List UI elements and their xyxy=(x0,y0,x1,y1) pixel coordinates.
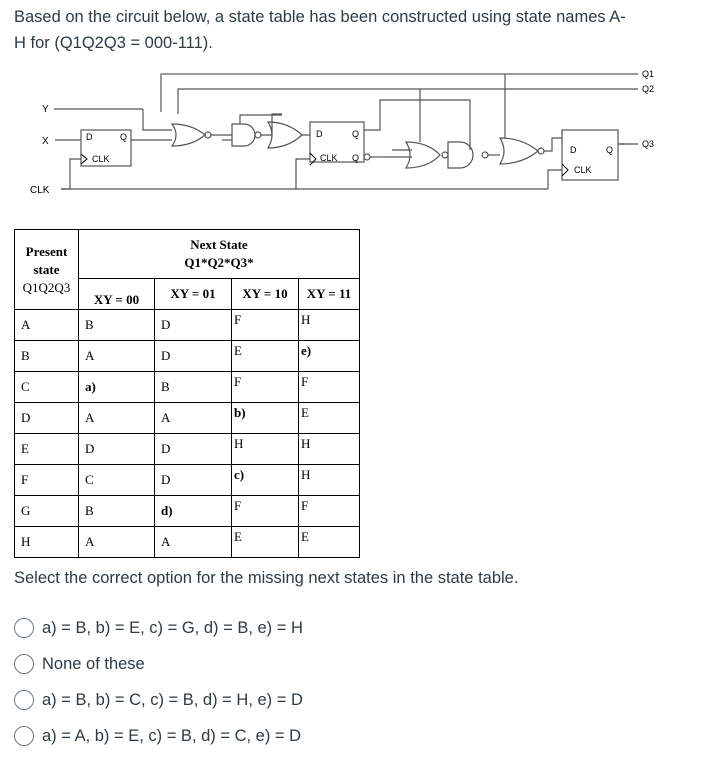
output-q1-label: Q1 xyxy=(642,69,655,79)
table-cell: A xyxy=(15,310,79,341)
col-header-xy10: XY = 10 xyxy=(232,279,299,310)
col-header-xy00: XY = 00 xyxy=(79,279,155,310)
table-cell: D xyxy=(155,465,232,496)
table-cell: H xyxy=(299,465,360,496)
table-cell: e) xyxy=(299,341,360,372)
table-cell: F xyxy=(232,372,299,403)
table-cell: F xyxy=(299,372,360,403)
col-header-xy01: XY = 01 xyxy=(155,279,232,310)
option-3-label: a) = B, b) = C, c) = B, d) = H, e) = D xyxy=(42,690,303,709)
table-cell: H xyxy=(299,434,360,465)
table-cell: F xyxy=(232,496,299,527)
col-header-xy11: XY = 11 xyxy=(299,279,360,310)
table-cell: D xyxy=(79,434,155,465)
table-row xyxy=(15,341,360,372)
table-cell: F xyxy=(299,496,360,527)
next-state-header: Next State Q1*Q2*Q3* xyxy=(79,230,360,279)
prompt-text: Select the correct option for the missing next states in the state table. xyxy=(14,569,519,587)
present-state-header: Present state Q1Q2Q3 xyxy=(15,230,79,310)
table-cell: B xyxy=(155,372,232,403)
radio-icon[interactable] xyxy=(14,618,34,638)
ff3-q-label: Q xyxy=(606,145,614,155)
ff3-d-label: D xyxy=(570,145,577,155)
table-cell: E xyxy=(232,341,299,372)
option-2[interactable] xyxy=(14,654,145,674)
radio-icon[interactable] xyxy=(14,726,34,746)
option-4-label: a) = A, b) = E, c) = B, d) = C, e) = D xyxy=(42,726,302,745)
ff1-clk-label: CLK xyxy=(92,154,110,164)
table-cell: d) xyxy=(155,496,232,527)
table-cell: A xyxy=(79,527,155,558)
table-cell: G xyxy=(15,496,79,527)
option-2-label: None of these xyxy=(42,654,145,673)
question-line-1: Based on the circuit below, a state table has been constructed using state names A- xyxy=(14,8,626,26)
option-4[interactable] xyxy=(14,726,301,746)
table-cell: D xyxy=(155,434,232,465)
input-y-label: Y xyxy=(42,104,49,115)
ff2-d-label: D xyxy=(316,129,323,139)
table-cell: C xyxy=(79,465,155,496)
output-q2-label: Q2 xyxy=(642,84,655,94)
ff2-clock-triangle-icon xyxy=(310,153,316,165)
table-row xyxy=(15,465,360,496)
table-cell: H xyxy=(299,310,360,341)
table-cell: C xyxy=(15,372,79,403)
output-q3-label: Q3 xyxy=(642,139,655,149)
table-row xyxy=(15,372,360,403)
option-1[interactable] xyxy=(14,618,303,638)
state-table xyxy=(14,229,360,558)
ff2-clk-label: CLK xyxy=(320,153,338,163)
option-3[interactable] xyxy=(14,690,303,710)
table-cell: B xyxy=(79,496,155,527)
table-row xyxy=(15,310,360,341)
table-cell: D xyxy=(155,310,232,341)
table-cell: H xyxy=(15,527,79,558)
table-cell: E xyxy=(299,527,360,558)
table-row xyxy=(15,403,360,434)
input-clk-label: CLK xyxy=(30,185,50,196)
table-cell: B xyxy=(79,310,155,341)
table-cell: F xyxy=(15,465,79,496)
table-cell: b) xyxy=(232,403,299,434)
radio-icon[interactable] xyxy=(14,654,34,674)
table-cell: A xyxy=(79,341,155,372)
table-cell: A xyxy=(155,403,232,434)
ff3-clock-triangle-icon xyxy=(562,164,568,176)
table-cell: a) xyxy=(79,372,155,403)
circuit-diagram xyxy=(0,58,717,220)
table-cell: A xyxy=(155,527,232,558)
radio-icon[interactable] xyxy=(14,690,34,710)
question-text xyxy=(14,4,694,56)
table-cell: D xyxy=(155,341,232,372)
table-cell: F xyxy=(232,310,299,341)
table-cell: H xyxy=(232,434,299,465)
input-x-label: X xyxy=(42,136,49,147)
table-cell: A xyxy=(79,403,155,434)
option-1-label: a) = B, b) = E, c) = G, d) = B, e) = H xyxy=(42,618,303,637)
ff2-q-label: Q xyxy=(352,129,360,139)
table-row xyxy=(15,496,360,527)
table-cell: E xyxy=(15,434,79,465)
table-cell: c) xyxy=(232,465,299,496)
table-row xyxy=(15,527,360,558)
table-cell: B xyxy=(15,341,79,372)
table-cell: E xyxy=(232,527,299,558)
table-cell: D xyxy=(15,403,79,434)
ff3-clk-label: CLK xyxy=(574,165,592,175)
table-row xyxy=(15,434,360,465)
ff1-clock-triangle-icon xyxy=(81,154,87,164)
ff1-q-label: Q xyxy=(120,132,128,142)
table-cell: E xyxy=(299,403,360,434)
ff1-d-label: D xyxy=(86,132,93,142)
ff2-qbar-label: Q xyxy=(352,153,360,163)
question-line-2: H for (Q1Q2Q3 = 000-111). xyxy=(14,34,213,52)
